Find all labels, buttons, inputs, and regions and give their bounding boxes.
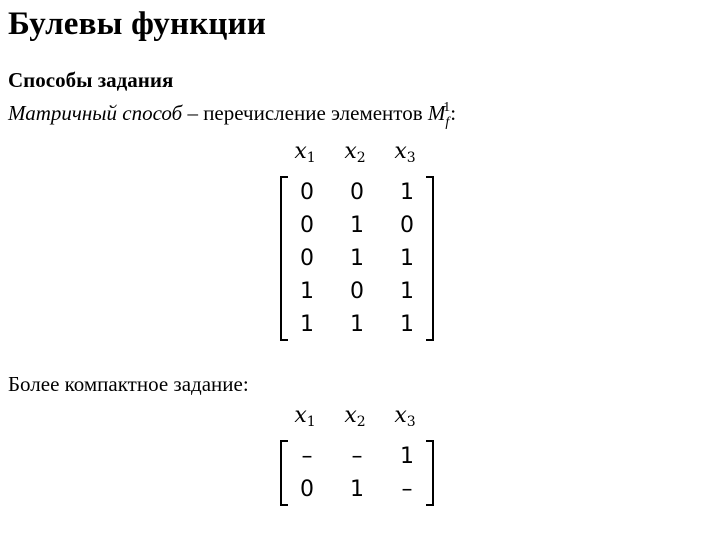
colon: : xyxy=(450,101,457,125)
matrix-cell: 0 xyxy=(350,180,364,205)
matrix-body xyxy=(280,440,434,506)
header-index: 3 xyxy=(406,150,416,166)
set-symbol: M xyxy=(427,101,446,125)
matrix-row xyxy=(282,308,432,341)
header-cell xyxy=(380,404,430,434)
section-subtitle: Способы задания xyxy=(8,68,174,92)
matrix-full xyxy=(280,140,434,341)
matrix-row xyxy=(282,209,432,242)
matrix-cell: 1 xyxy=(350,246,364,271)
header-index: 2 xyxy=(356,150,366,166)
matrix-cell: 0 xyxy=(350,279,364,304)
matrix-cell: 1 xyxy=(400,444,414,469)
header-cell xyxy=(280,404,330,434)
matrix-cell: 1 xyxy=(350,213,364,238)
matrix-cell: 0 xyxy=(300,180,314,205)
header-index: 1 xyxy=(306,414,316,430)
matrix-header xyxy=(280,404,434,434)
matrix-cell: 1 xyxy=(400,279,414,304)
matrix-header xyxy=(280,140,434,170)
left-bracket xyxy=(280,176,288,341)
matrix-cell: 0 xyxy=(400,213,414,238)
set-superscript: 1 xyxy=(443,100,451,115)
description-text: – перечисление элементов xyxy=(182,101,428,125)
matrix-cell: 1 xyxy=(350,312,364,337)
compact-label: Более компактное задание: xyxy=(8,372,249,396)
matrix-cell: 0 xyxy=(300,213,314,238)
header-cell xyxy=(380,140,430,170)
header-index: 1 xyxy=(306,150,316,166)
header-var: x xyxy=(394,403,407,428)
matrix-cell: – xyxy=(351,444,363,469)
matrix-row xyxy=(282,242,432,275)
header-cell xyxy=(330,404,380,434)
set-subscript: f xyxy=(445,115,450,130)
header-var: x xyxy=(344,139,357,164)
matrix-row xyxy=(282,440,432,473)
header-var: x xyxy=(294,139,307,164)
header-cell xyxy=(280,140,330,170)
left-bracket xyxy=(280,440,288,506)
header-var: x xyxy=(394,139,407,164)
method-name: Матричный способ xyxy=(8,101,183,125)
matrix-cell: 0 xyxy=(300,477,314,502)
header-cell xyxy=(330,140,380,170)
right-bracket xyxy=(426,440,434,506)
matrix-row xyxy=(282,176,432,209)
header-var: x xyxy=(344,403,357,428)
matrix-cell: 1 xyxy=(300,312,314,337)
right-bracket xyxy=(426,176,434,341)
page-title: Булевы функции xyxy=(8,6,267,42)
matrix-cell: – xyxy=(301,444,313,469)
matrix-cell: 1 xyxy=(300,279,314,304)
matrix-body xyxy=(280,176,434,341)
header-index: 2 xyxy=(356,414,366,430)
matrix-compact xyxy=(280,404,434,506)
matrix-cell: 1 xyxy=(400,180,414,205)
header-index: 3 xyxy=(406,414,416,430)
description-line xyxy=(8,100,457,130)
matrix-cell: 0 xyxy=(300,246,314,271)
matrix-cell: 1 xyxy=(350,477,364,502)
matrix-row xyxy=(282,275,432,308)
header-var: x xyxy=(294,403,307,428)
matrix-cell: 1 xyxy=(400,312,414,337)
matrix-cell: – xyxy=(401,477,413,502)
matrix-cell: 1 xyxy=(400,246,414,271)
matrix-row xyxy=(282,473,432,506)
